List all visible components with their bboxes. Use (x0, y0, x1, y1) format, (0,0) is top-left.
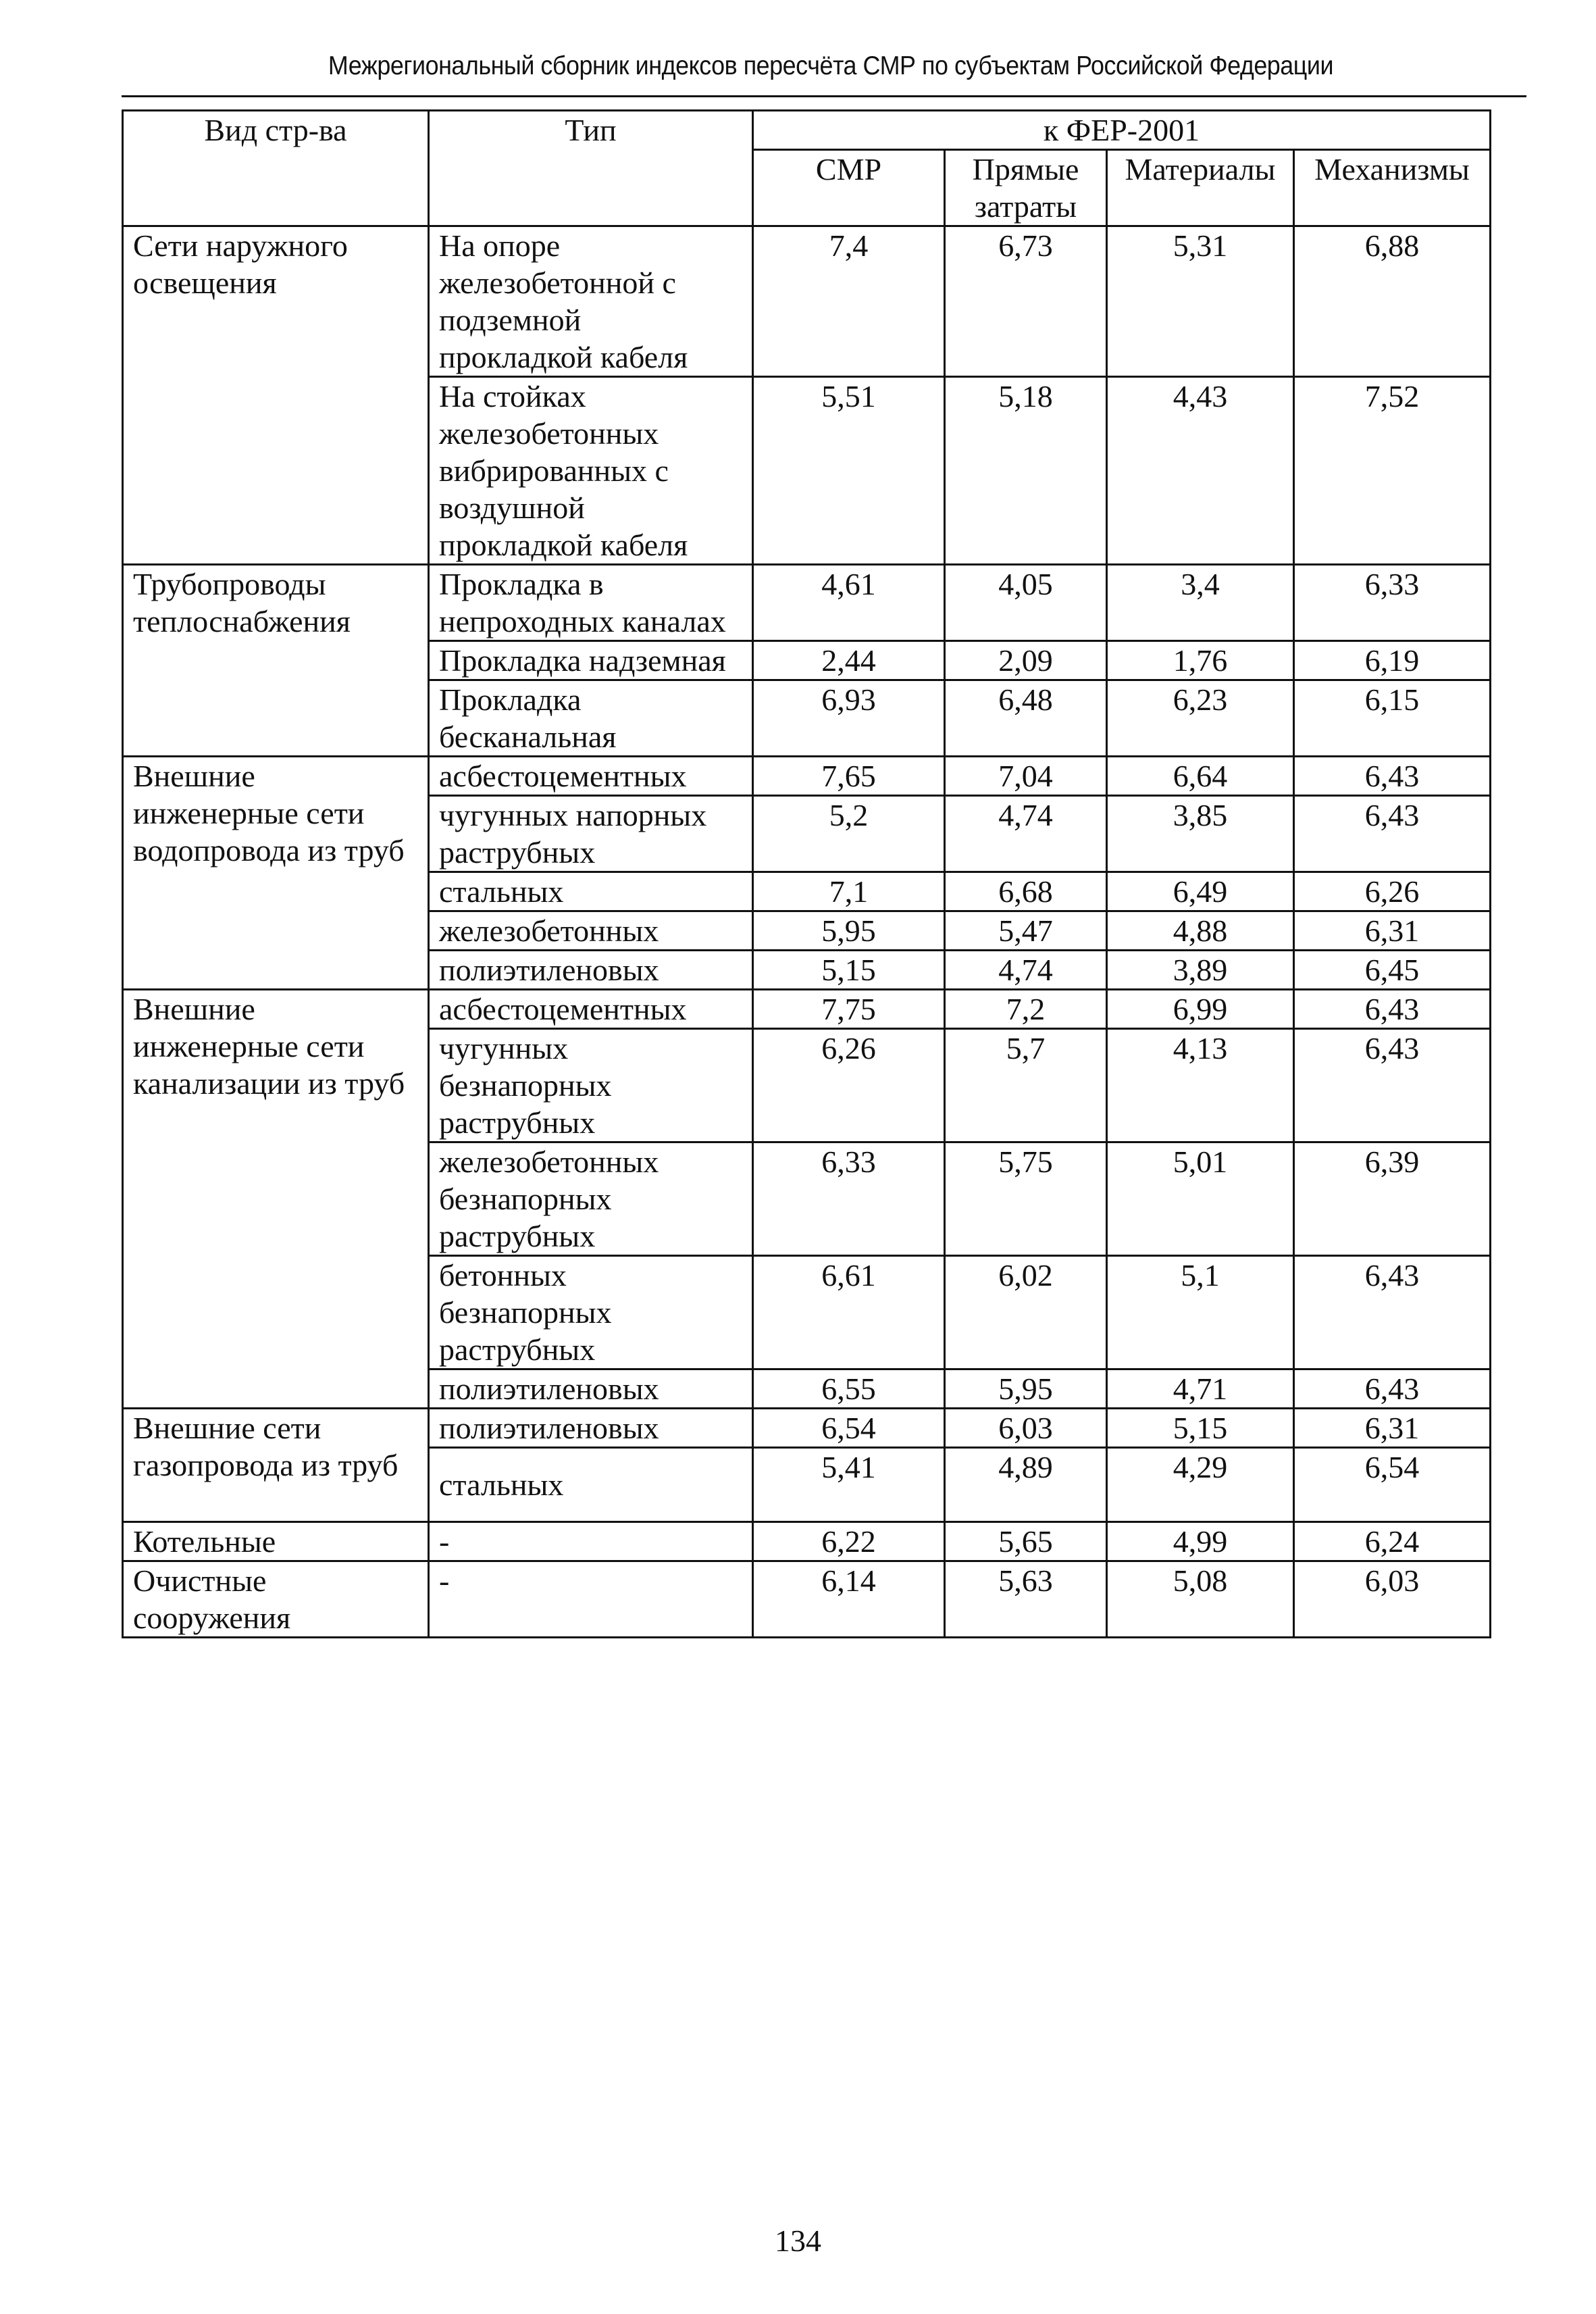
materials-value: 6,99 (1107, 990, 1294, 1029)
direct-costs-value: 2,09 (945, 641, 1107, 680)
type-cell: Прокладка в непроходных каналах (429, 565, 753, 641)
type-cell: чугунных безнапорных раструбных (429, 1029, 753, 1142)
direct-costs-value: 6,03 (945, 1409, 1107, 1448)
materials-value: 5,31 (1107, 226, 1294, 377)
smr-value: 7,75 (753, 990, 945, 1029)
direct-costs-value: 6,73 (945, 226, 1107, 377)
category-cell: Котельные (123, 1522, 429, 1561)
materials-value: 3,85 (1107, 796, 1294, 872)
materials-value: 3,4 (1107, 565, 1294, 641)
smr-value: 7,65 (753, 757, 945, 796)
type-cell: - (429, 1561, 753, 1638)
machines-value: 6,43 (1294, 990, 1491, 1029)
materials-value: 4,13 (1107, 1029, 1294, 1142)
materials-value: 6,64 (1107, 757, 1294, 796)
materials-value: 5,1 (1107, 1256, 1294, 1369)
machines-value: 6,15 (1294, 680, 1491, 757)
smr-value: 5,51 (753, 377, 945, 565)
machines-value: 6,31 (1294, 911, 1491, 951)
smr-value: 6,54 (753, 1409, 945, 1448)
type-cell: полиэтиленовых (429, 1369, 753, 1409)
direct-costs-value: 5,65 (945, 1522, 1107, 1561)
header-group-fer: к ФЕР-2001 (753, 111, 1491, 150)
direct-costs-value: 4,74 (945, 951, 1107, 990)
machines-value: 6,43 (1294, 1369, 1491, 1409)
machines-value: 6,54 (1294, 1448, 1491, 1522)
type-cell: - (429, 1522, 753, 1561)
type-cell: асбестоцементных (429, 990, 753, 1029)
smr-value: 5,41 (753, 1448, 945, 1522)
smr-value: 6,61 (753, 1256, 945, 1369)
header-category: Вид стр-ва (123, 111, 429, 226)
machines-value: 6,24 (1294, 1522, 1491, 1561)
direct-costs-value: 4,89 (945, 1448, 1107, 1522)
type-cell: чугунных напорных раструбных (429, 796, 753, 872)
header-type: Тип (429, 111, 753, 226)
materials-value: 5,08 (1107, 1561, 1294, 1638)
direct-costs-value: 5,47 (945, 911, 1107, 951)
smr-value: 5,2 (753, 796, 945, 872)
header-machines: Механизмы (1294, 150, 1491, 226)
smr-value: 5,15 (753, 951, 945, 990)
category-cell: Внешние сети газопровода из труб (123, 1409, 429, 1522)
machines-value: 6,43 (1294, 1029, 1491, 1142)
page-header: Межрегиональный сборник индексов пересчёта СМР по субъектам Российской Федерации (328, 51, 1334, 80)
type-cell: полиэтиленовых (429, 1409, 753, 1448)
type-cell: Прокладка бесканальная (429, 680, 753, 757)
header-rule (122, 95, 1526, 97)
direct-costs-value: 5,75 (945, 1142, 1107, 1256)
category-cell: Трубопроводы теплоснабжения (123, 565, 429, 757)
machines-value: 6,19 (1294, 641, 1491, 680)
materials-value: 6,23 (1107, 680, 1294, 757)
direct-costs-value: 6,02 (945, 1256, 1107, 1369)
materials-value: 5,01 (1107, 1142, 1294, 1256)
smr-value: 6,26 (753, 1029, 945, 1142)
type-cell: железобетонных (429, 911, 753, 951)
direct-costs-value: 6,68 (945, 872, 1107, 911)
smr-value: 2,44 (753, 641, 945, 680)
header-materials: Материалы (1107, 150, 1294, 226)
machines-value: 6,43 (1294, 1256, 1491, 1369)
type-cell: асбестоцементных (429, 757, 753, 796)
type-cell: полиэтиленовых (429, 951, 753, 990)
materials-value: 4,29 (1107, 1448, 1294, 1522)
smr-value: 6,93 (753, 680, 945, 757)
machines-value: 7,52 (1294, 377, 1491, 565)
materials-value: 3,89 (1107, 951, 1294, 990)
materials-value: 4,71 (1107, 1369, 1294, 1409)
type-cell: На опоре железобетонной с подземной прокладкой кабеля (429, 226, 753, 377)
header-smr: СМР (753, 150, 945, 226)
type-cell: стальных (429, 872, 753, 911)
type-cell: На стойках железобетонных вибрированных с воздушной прокладкой кабеля (429, 377, 753, 565)
smr-value: 6,22 (753, 1522, 945, 1561)
materials-value: 4,43 (1107, 377, 1294, 565)
smr-value: 6,33 (753, 1142, 945, 1256)
direct-costs-value: 5,63 (945, 1561, 1107, 1638)
category-cell: Очистные сооружения (123, 1561, 429, 1638)
machines-value: 6,26 (1294, 872, 1491, 911)
category-cell: Внешние инженерные сети канализации из труб (123, 990, 429, 1409)
type-cell: железобетонных безнапорных раструбных (429, 1142, 753, 1256)
direct-costs-value: 4,05 (945, 565, 1107, 641)
header-direct-costs: Прямые затраты (945, 150, 1107, 226)
machines-value: 6,39 (1294, 1142, 1491, 1256)
materials-value: 4,88 (1107, 911, 1294, 951)
machines-value: 6,33 (1294, 565, 1491, 641)
direct-costs-value: 6,48 (945, 680, 1107, 757)
type-cell: Прокладка надземная (429, 641, 753, 680)
smr-value: 6,14 (753, 1561, 945, 1638)
smr-value: 7,1 (753, 872, 945, 911)
direct-costs-value: 5,7 (945, 1029, 1107, 1142)
type-cell: стальных (429, 1448, 753, 1522)
smr-value: 4,61 (753, 565, 945, 641)
machines-value: 6,03 (1294, 1561, 1491, 1638)
machines-value: 6,45 (1294, 951, 1491, 990)
materials-value: 1,76 (1107, 641, 1294, 680)
direct-costs-value: 5,18 (945, 377, 1107, 565)
materials-value: 4,99 (1107, 1522, 1294, 1561)
direct-costs-value: 7,04 (945, 757, 1107, 796)
category-cell: Сети наружного освещения (123, 226, 429, 565)
index-table (122, 109, 1491, 1638)
machines-value: 6,43 (1294, 757, 1491, 796)
materials-value: 6,49 (1107, 872, 1294, 911)
direct-costs-value: 7,2 (945, 990, 1107, 1029)
machines-value: 6,88 (1294, 226, 1491, 377)
smr-value: 5,95 (753, 911, 945, 951)
page-number: 134 (775, 2223, 821, 2258)
direct-costs-value: 5,95 (945, 1369, 1107, 1409)
materials-value: 5,15 (1107, 1409, 1294, 1448)
type-cell: бетонных безнапорных раструбных (429, 1256, 753, 1369)
direct-costs-value: 4,74 (945, 796, 1107, 872)
category-cell: Внешние инженерные сети водопровода из труб (123, 757, 429, 990)
smr-value: 7,4 (753, 226, 945, 377)
machines-value: 6,31 (1294, 1409, 1491, 1448)
smr-value: 6,55 (753, 1369, 945, 1409)
machines-value: 6,43 (1294, 796, 1491, 872)
